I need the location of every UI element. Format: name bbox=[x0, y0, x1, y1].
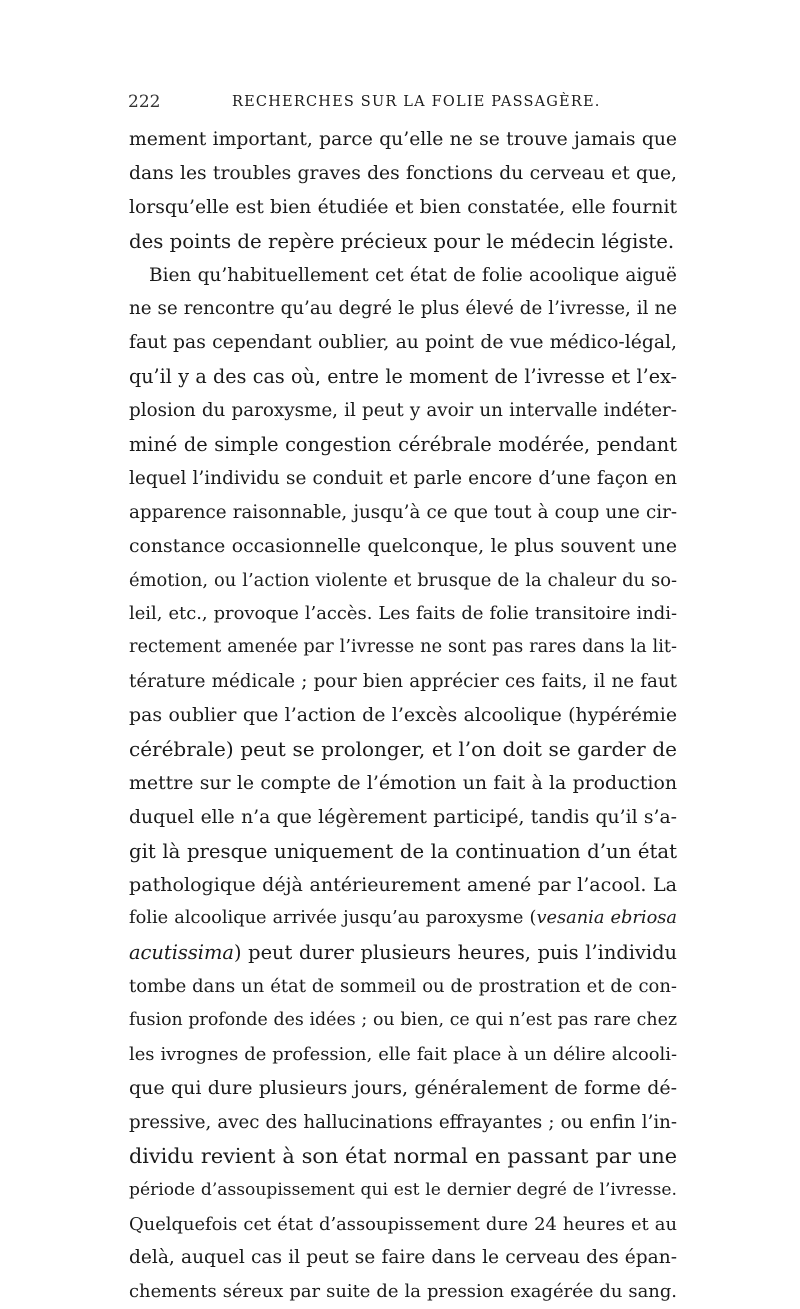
text-line: miné de simple congestion cérébrale modérée, pendant bbox=[129, 433, 677, 457]
text-line: tombe dans un état de sommeil ou de prostration et de con- bbox=[129, 976, 677, 998]
text-line: ne se rencontre qu’au degré le plus élevé de l’ivresse, il ne bbox=[129, 298, 677, 320]
text-line: térature médicale ; pour bien apprécier ces faits, il ne faut bbox=[129, 671, 677, 693]
text-line: mettre sur le compte de l’émotion un fait à la production bbox=[129, 771, 677, 794]
text-line: cérébrale) peut se prolonger, et l’on doit se garder de bbox=[129, 737, 677, 762]
text-line: dividu revient à son état normal en passant par une bbox=[129, 1143, 677, 1168]
text-line: rectement amenée par l’ivresse ne sont pas rares dans la lit- bbox=[129, 637, 677, 658]
text-line: des points de repère précieux pour le médecin légiste. bbox=[129, 229, 675, 253]
text-line: mement important, parce qu’elle ne se trouve jamais que bbox=[129, 129, 677, 150]
text-line: Quelquefois cet état d’assoupissement dure 24 heures et au bbox=[129, 1213, 677, 1235]
text-line: lequel l’individu se conduit et parle encore d’une façon en bbox=[129, 467, 677, 489]
text-segment: folie alcoolique arrivée jusqu’au paroxysme ( bbox=[129, 908, 537, 929]
text-line: émotion, ou l’action violente et brusque de la chaleur du so- bbox=[129, 569, 677, 591]
text-line: lorsqu’elle est bien étudiée et bien constatée, elle fournit bbox=[129, 196, 677, 218]
text-line: que qui dure plusieurs jours, généralement de forme dé- bbox=[129, 1076, 677, 1099]
text-line: période d’assoupissement qui est le dernier degré de l’ivresse. bbox=[129, 1179, 677, 1200]
text-line: delà, auquel cas il peut se faire dans le cerveau des épan- bbox=[129, 1247, 677, 1269]
text-line: pathologique déjà antérieurement amené par l’acool. La bbox=[129, 873, 677, 896]
text-line: plosion du paroxysme, il peut y avoir un intervalle indéter- bbox=[129, 400, 677, 422]
text-line: chements séreux par suite de la pression exagérée du sang. bbox=[129, 1281, 677, 1303]
text-line: git là presque uniquement de la continuation d’un état bbox=[129, 839, 677, 863]
text-line: faut pas cependant oublier, au point de vue médico-légal, bbox=[129, 332, 677, 354]
text-line: constance occasionnelle quelconque, le plus souvent une bbox=[129, 535, 677, 557]
text-segment: ) peut durer plusieurs heures, puis l’individu bbox=[233, 941, 677, 965]
text-line: pas oublier que l’action de l’excès alcoolique (hypérémie bbox=[129, 704, 677, 727]
italic-phrase: acutissima bbox=[129, 941, 234, 965]
text-line bbox=[129, 936, 677, 970]
italic-phrase: vesania ebriosa bbox=[536, 908, 677, 929]
page-header bbox=[128, 92, 688, 118]
text-line: dans les troubles graves des fonctions du cerveau et que, bbox=[129, 162, 677, 184]
text-line: Bien qu’habituellement cet état de folie acoolique aiguë bbox=[149, 264, 677, 286]
text-line: apparence raisonnable, jusqu’à ce que tout à coup une cir- bbox=[129, 501, 677, 523]
body-text bbox=[129, 123, 677, 1309]
page-number: 222 bbox=[128, 92, 161, 112]
text-line: fusion profonde des idées ; ou bien, ce qui n’est pas rare chez bbox=[129, 1010, 677, 1031]
text-line: duquel elle n’a que légèrement participé, tandis qu’il s’a- bbox=[129, 806, 677, 828]
text-line: qu’il y a des cas où, entre le moment de l’ivresse et l’ex- bbox=[129, 365, 677, 389]
text-line: les ivrognes de profession, elle fait place à un délire alcooli- bbox=[129, 1044, 677, 1066]
text-line: pressive, avec des hallucinations effrayantes ; ou enfin l’in- bbox=[129, 1111, 677, 1133]
text-line: leil, etc., provoque l’accès. Les faits de folie transitoire indi- bbox=[129, 603, 677, 625]
running-title: RECHERCHES SUR LA FOLIE PASSAGÈRE. bbox=[232, 94, 601, 110]
text-line bbox=[129, 902, 677, 936]
